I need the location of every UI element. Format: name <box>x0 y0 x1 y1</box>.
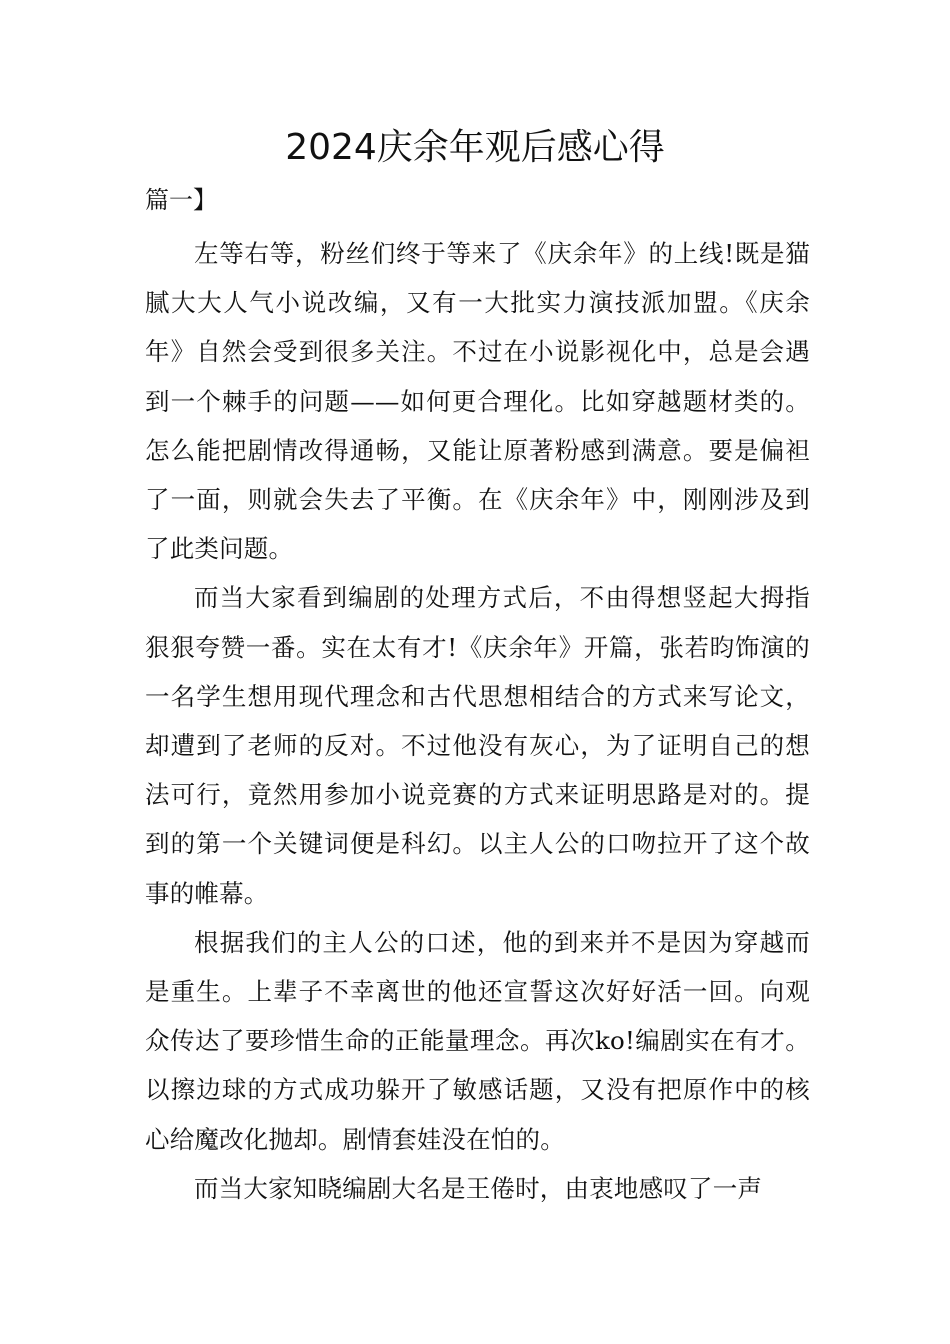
section-label: 篇一】 <box>145 186 217 214</box>
paragraph-1: 左等右等，粉丝们终于等来了《庆余年》的上线!既是猫腻大大人气小说改编，又有一大批实力演技派加盟。《庆余年》自然会受到很多关注。不过在小说影视化中，总是会遇到一个棘手的问题——如何更合理化。比如穿越题材类的。怎么能把剧情改得通畅，又能让原著粉感到满意。要是偏袒了一面，则就会失去了平衡。在《庆余年》中，刚刚涉及到了此类问题。 <box>145 239 810 564</box>
paragraph-2: 而当大家看到编剧的处理方式后，不由得想竖起大拇指狠狠夸赞一番。实在太有才!《庆余年》开篇，张若昀饰演的一名学生想用现代理念和古代思想相结合的方式来写论文，却遭到了老师的反对。不过他没有灰心，为了证明自己的想法可行，竟然用参加小说竞赛的方式来证明思路是对的。提到的第一个关键词便是科幻。以主人公的口吻拉开了这个故事的帷幕。 <box>145 583 810 908</box>
page-title: 2024庆余年观后感心得 <box>285 127 665 168</box>
document-body <box>145 229 810 1213</box>
paragraph-4: 而当大家知晓编剧大名是王倦时，由衷地感叹了一声 <box>194 1173 763 1203</box>
paragraph-3: 根据我们的主人公的口述，他的到来并不是因为穿越而是重生。上辈子不幸离世的他还宣誓这次好好活一回。向观众传达了要珍惜生命的正能量理念。再次ko!编剧实在有才。以擦边球的方式成功躲开了敏感话题，又没有把原作中的核心给魔改化抛却。剧情套娃没在怕的。 <box>145 927 810 1154</box>
